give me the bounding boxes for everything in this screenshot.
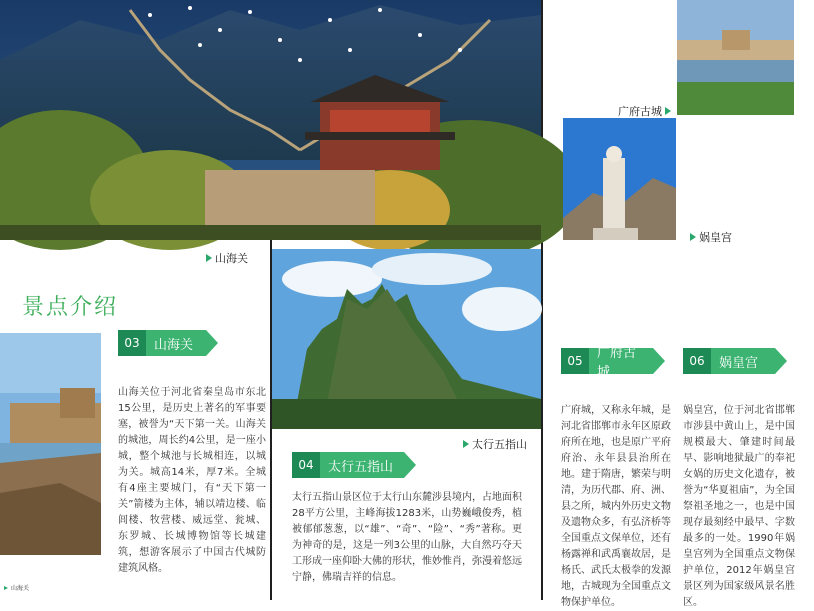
guangfu-description: 广府城，又称永年城，是河北省邯郸市永年区原政府所在地，也是原广平府府治、永年县县治所在地。建于隋唐，繁荣与明清，为历代郡、府、洲、县之所，城内外历史文物及遗物众多，有弘济桥等全国重点文保单位，还有杨露禅和武禹襄故居，是杨氏、武氏太极拳的发源地，古城现为全国重点文物保护单位。 (561, 405, 671, 608)
tag-wahuanggong (683, 348, 787, 374)
tag-number: 03 (118, 330, 146, 356)
taihang-mountain-image (272, 249, 541, 429)
section-title: 景点介绍 (22, 295, 119, 320)
tag-number: 06 (683, 348, 711, 374)
guangfu-caption (618, 103, 671, 119)
tag-arrow-icon (775, 348, 787, 374)
tag-number: 05 (561, 348, 589, 374)
tag-guangfu (561, 346, 665, 380)
caption-marker-icon (206, 254, 212, 262)
tag-arrow-icon (404, 452, 416, 478)
caption-label: 娲皇宫 (699, 231, 732, 244)
caption-marker-icon (665, 107, 671, 115)
caption-marker-icon (4, 586, 8, 590)
wahuanggong-description: 娲皇宫，位于河北省邯郸市涉县中黄山上，是中国规模最大、肇建时间最早、影响地狱最广的奉祀女娲的历史文化遗存，被誉为“华夏祖庙”，为全国祭祖圣地之一，也是中国现存最刻经中最早、字数最多的一处。1990年娲皇宫列为全国重点文物保护单位，2012年娲皇宫景区列为国家级风景名胜区。 (683, 405, 795, 608)
caption-marker-icon (690, 233, 696, 241)
tag-arrow-icon (653, 348, 665, 374)
tag-arrow-icon (206, 330, 218, 356)
caption-label: 太行五指山 (472, 438, 527, 451)
column-divider-right (541, 0, 543, 600)
shanhaiguan-small-caption (4, 583, 29, 592)
caption-label: 山海关 (215, 252, 248, 265)
caption-marker-icon (463, 440, 469, 448)
caption-label: 广府古城 (618, 105, 662, 118)
tag-shanhaiguan (118, 330, 218, 356)
wahuanggong-caption (690, 229, 732, 245)
shanhaiguan-hero-image (0, 0, 541, 240)
shanhaiguan-coast-image (0, 333, 101, 555)
tag-label: 娲皇宫 (711, 348, 775, 374)
taihang-description: 太行五指山景区位于太行山东麓涉县境内，占地面积28平方公里，主峰海拔1283米，山势巍峨俊秀，植被郁郁葱葱，以“雄”、“奇”、“险”、“秀”著称。更为神奇的是，这是一列3公里的山脉，大自然巧夺天工形成一座仰卧大佛的形状，惟妙惟肖，弥漫着悠远宁静，佛瑞吉祥的信息。 (292, 492, 522, 583)
tag-label: 太行五指山 (320, 452, 404, 478)
wahuanggong-statue-image (563, 118, 676, 240)
shanhaiguan-caption (206, 250, 248, 266)
tag-label: 广府古城 (589, 348, 653, 374)
caption-label: 山海关 (11, 585, 30, 592)
taihang-caption (463, 436, 527, 452)
guangfu-ancient-city-image (677, 0, 794, 115)
tag-taihang (292, 452, 416, 478)
tag-label: 山海关 (146, 330, 206, 356)
tag-number: 04 (292, 452, 320, 478)
shanhaiguan-description: 山海关位于河北省秦皇岛市东北15公里，是历史上著名的军事要塞，被誉为“天下第一关。山海关的城池，周长约4公里，是一座小城，整个城池与长城相连，以城为关。城高14米，厚7米。全城有4座主要城门，有“天下第一关”箭楼为主体，辅以靖边楼、临闾楼、牧营楼、威远堂、瓮城、东罗城、长城博物馆等长城建筑，想游客展示了中国古代城防建筑风格。 (118, 387, 266, 574)
